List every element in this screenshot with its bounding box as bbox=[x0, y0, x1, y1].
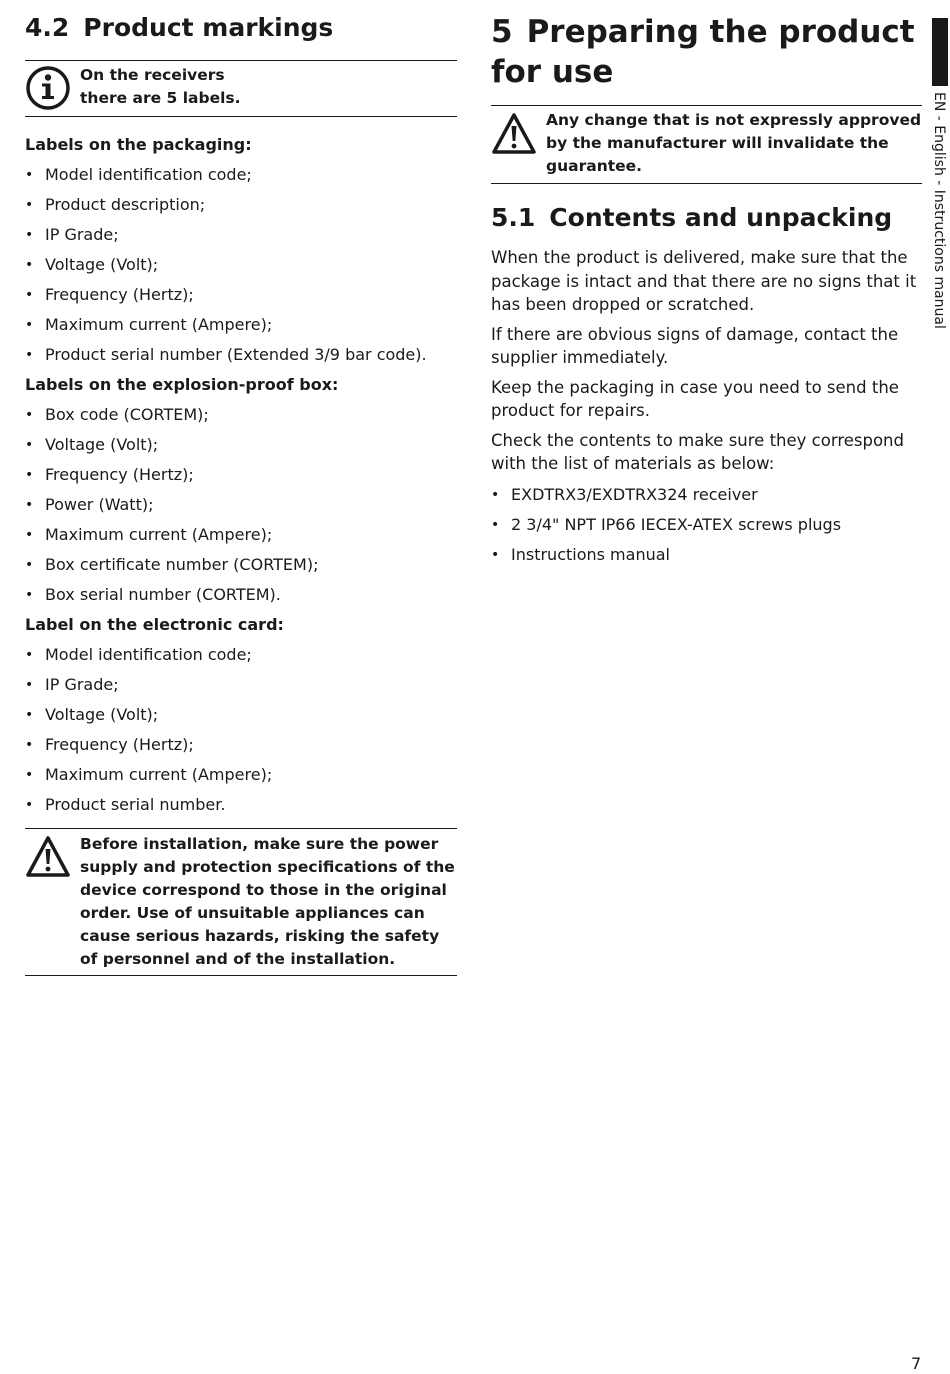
bullet: • bbox=[25, 197, 34, 213]
list-item-text: Voltage (Volt); bbox=[45, 435, 159, 454]
bullet: • bbox=[25, 227, 34, 243]
list-item-text: EXDTRX3/EXDTRX324 receiver bbox=[511, 484, 758, 504]
right-column bbox=[491, 12, 922, 566]
side-tab-marker bbox=[932, 18, 948, 86]
list-item-text: Product description; bbox=[45, 195, 206, 214]
list-item-text: Maximum current (Ampere); bbox=[45, 525, 273, 544]
bullet: • bbox=[25, 647, 34, 663]
installation-warning-note bbox=[25, 828, 457, 976]
list-item bbox=[25, 314, 457, 336]
info-icon bbox=[25, 65, 71, 111]
page-number: 7 bbox=[911, 1354, 922, 1373]
list-item-text: Frequency (Hertz); bbox=[45, 735, 194, 754]
warning-icon bbox=[491, 112, 537, 156]
bullet: • bbox=[491, 546, 500, 563]
box-labels-heading: Labels on the explosion-proof box: bbox=[25, 375, 339, 394]
bullet: • bbox=[491, 486, 500, 503]
paragraph: Keep the packaging in case you need to send the product for repairs. bbox=[491, 377, 899, 420]
paragraph: If there are obvious signs of damage, contact the supplier immediately. bbox=[491, 324, 899, 367]
section-number: 5.1 bbox=[491, 203, 536, 232]
bullet: • bbox=[25, 797, 34, 813]
info-note-line: On the receivers bbox=[80, 66, 225, 84]
list-item bbox=[25, 164, 457, 186]
list-item bbox=[25, 794, 457, 816]
list-item bbox=[25, 224, 457, 246]
bullet: • bbox=[25, 767, 34, 783]
list-item-text: Box certificate number (CORTEM); bbox=[45, 555, 319, 574]
list-item-text: Frequency (Hertz); bbox=[45, 285, 194, 304]
list-item-text: Box serial number (CORTEM). bbox=[45, 585, 281, 604]
list-item bbox=[491, 544, 922, 566]
bullet: • bbox=[25, 527, 34, 543]
paragraph: When the product is delivered, make sure that the package is intact and that there are no signs that it has been dropped or scratched. bbox=[491, 248, 917, 314]
list-item bbox=[25, 704, 457, 726]
list-item-text: IP Grade; bbox=[45, 225, 119, 244]
installation-warning-text: Before installation, make sure the power supply and protection specifications of the device correspond to those in the original order. Use of unsuitable appliances can cause serious hazards, risking the safety of personnel and of the installation. bbox=[80, 835, 455, 968]
list-item bbox=[25, 764, 457, 786]
list-item bbox=[491, 484, 922, 506]
list-item bbox=[25, 464, 457, 486]
bullet: • bbox=[25, 287, 34, 303]
list-item-text: Product serial number. bbox=[45, 795, 226, 814]
list-item-text: Model identification code; bbox=[45, 165, 252, 184]
list-item-text: Frequency (Hertz); bbox=[45, 465, 194, 484]
list-item-text: Model identification code; bbox=[45, 645, 252, 664]
list-item-text: Maximum current (Ampere); bbox=[45, 765, 273, 784]
bullet: • bbox=[25, 587, 34, 603]
list-item-text: 2 3/4" NPT IP66 IECEX-ATEX screws plugs bbox=[511, 514, 842, 534]
bullet: • bbox=[25, 317, 34, 333]
paragraph: Check the contents to make sure they correspond with the list of materials as below: bbox=[491, 430, 904, 473]
info-note-text bbox=[80, 64, 241, 110]
section-title: Contents and unpacking bbox=[549, 203, 893, 232]
chapter-title-line: for use bbox=[491, 54, 614, 90]
contents-list bbox=[491, 484, 922, 566]
section-heading-4-2 bbox=[25, 12, 457, 44]
bullet: • bbox=[491, 516, 500, 533]
bullet: • bbox=[25, 437, 34, 453]
list-item-text: Product serial number (Extended 3/9 bar code). bbox=[45, 345, 427, 364]
list-item bbox=[25, 284, 457, 306]
packaging-labels-list bbox=[25, 164, 457, 366]
section-title: Product markings bbox=[83, 13, 334, 42]
bullet: • bbox=[25, 467, 34, 483]
list-item bbox=[25, 554, 457, 576]
left-column bbox=[25, 12, 457, 976]
list-item bbox=[25, 524, 457, 546]
bullet: • bbox=[25, 497, 34, 513]
bullet: • bbox=[25, 257, 34, 273]
chapter-title: Preparing the product bbox=[526, 14, 915, 50]
bullet: • bbox=[25, 407, 34, 423]
side-language-label: EN - English - Instructions manual bbox=[931, 92, 947, 329]
info-note bbox=[25, 60, 457, 117]
bullet: • bbox=[25, 707, 34, 723]
list-item-text: Voltage (Volt); bbox=[45, 705, 159, 724]
list-item-text: IP Grade; bbox=[45, 675, 119, 694]
list-item bbox=[25, 434, 457, 456]
packaging-labels-heading: Labels on the packaging: bbox=[25, 135, 252, 154]
chapter-title-line bbox=[491, 12, 922, 52]
box-labels-list bbox=[25, 404, 457, 606]
list-item bbox=[25, 644, 457, 666]
bullet: • bbox=[25, 737, 34, 753]
list-item bbox=[25, 494, 457, 516]
list-item bbox=[25, 404, 457, 426]
list-item bbox=[25, 254, 457, 276]
list-item bbox=[25, 584, 457, 606]
list-item bbox=[25, 194, 457, 216]
list-item-text: Box code (CORTEM); bbox=[45, 405, 209, 424]
warning-icon bbox=[25, 835, 71, 879]
bullet: • bbox=[25, 557, 34, 573]
chapter-number: 5 bbox=[491, 14, 513, 50]
list-item-text: Voltage (Volt); bbox=[45, 255, 159, 274]
list-item bbox=[491, 514, 922, 536]
bullet: • bbox=[25, 677, 34, 693]
section-number: 4.2 bbox=[25, 13, 70, 42]
chapter-heading-5 bbox=[491, 12, 922, 92]
section-heading-5-1 bbox=[491, 202, 922, 234]
bullet: • bbox=[25, 347, 34, 363]
info-note-line: there are 5 labels. bbox=[80, 89, 241, 107]
list-item bbox=[25, 734, 457, 756]
list-item-text: Maximum current (Ampere); bbox=[45, 315, 273, 334]
guarantee-warning-text: Any change that is not expressly approved by the manufacturer will invalidate the guarantee. bbox=[546, 111, 922, 175]
list-item-text: Power (Watt); bbox=[45, 495, 154, 514]
list-item-text: Instructions manual bbox=[511, 544, 670, 564]
guarantee-warning-note bbox=[491, 105, 922, 184]
card-label-heading: Label on the electronic card: bbox=[25, 615, 284, 634]
list-item bbox=[25, 674, 457, 696]
list-item bbox=[25, 344, 457, 366]
card-label-list bbox=[25, 644, 457, 816]
bullet: • bbox=[25, 167, 34, 183]
